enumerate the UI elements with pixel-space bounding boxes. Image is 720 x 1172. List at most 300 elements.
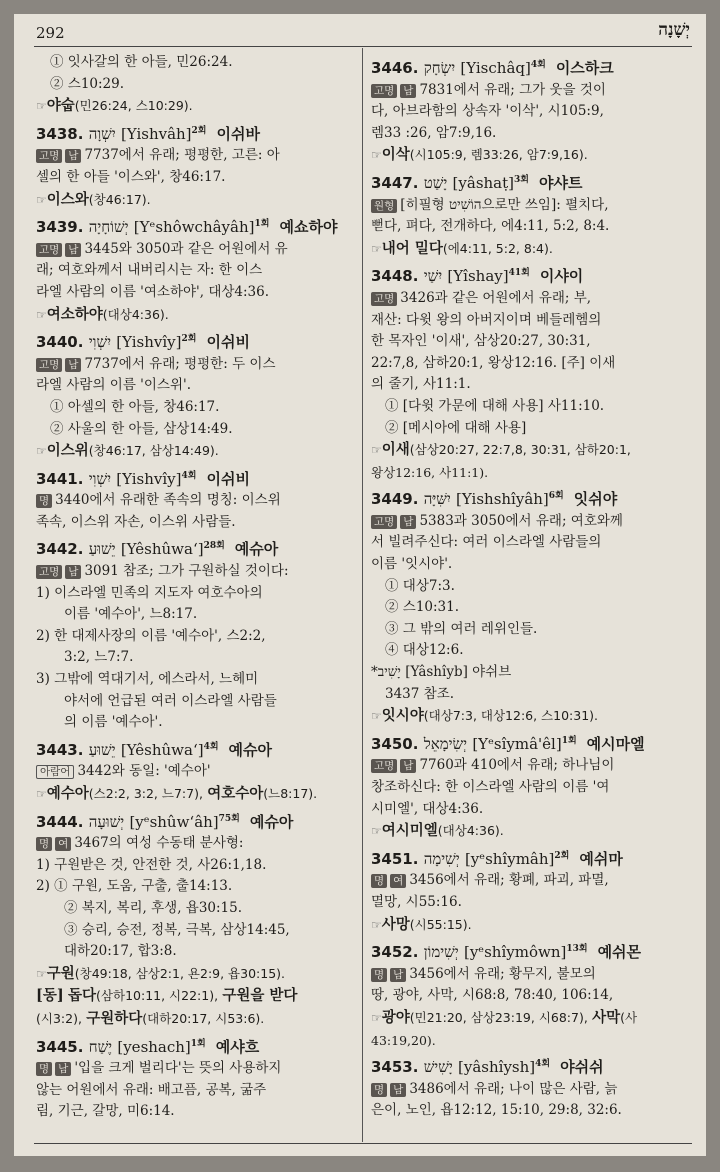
right-column bbox=[371, 52, 693, 1122]
cross-reference-line bbox=[371, 238, 693, 261]
part-of-speech-tag: 명 bbox=[36, 494, 52, 508]
entry-text: 은이, 노인, 욥12:12, 15:10, 29:8, 32:6. bbox=[371, 1102, 622, 1119]
entry-text-line bbox=[36, 626, 354, 648]
reference-word: 여호수아 bbox=[207, 785, 264, 802]
entry-number: 3452. bbox=[371, 943, 419, 962]
entry-text: 의 이름 '예수아'. bbox=[64, 714, 163, 731]
entry-headword-line bbox=[36, 536, 354, 561]
part-of-speech-tag: 남 bbox=[65, 149, 81, 163]
part-of-speech-tag: 아람어 bbox=[36, 765, 74, 779]
hebrew-word: יֵשׁוּעַ bbox=[88, 540, 116, 559]
entry-text-line bbox=[36, 354, 354, 376]
korean-pronunciation: 예샤흐 bbox=[215, 1037, 260, 1056]
korean-pronunciation: 이스하크 bbox=[555, 59, 614, 77]
reference-verses: (민26:24, 스10:29). bbox=[74, 98, 193, 114]
reference-word: 여소하야 bbox=[46, 305, 103, 323]
entry-text: 이름 '잇시야'. bbox=[371, 556, 453, 573]
entry-text-line bbox=[36, 52, 354, 74]
entry-text: 43:19,20). bbox=[371, 1032, 436, 1048]
entry-text-line bbox=[36, 397, 354, 419]
entry-text-line bbox=[36, 282, 354, 304]
entry-text: ② 스10:31. bbox=[385, 599, 460, 616]
entry-text: *יָשִׁיב [Yâshîyb] 야쉬브 bbox=[371, 664, 512, 681]
transliteration: [Yᵉshôwchâyâh] bbox=[133, 218, 255, 237]
entry-text-line bbox=[36, 855, 354, 877]
part-of-speech-tag: 명 bbox=[371, 1083, 387, 1097]
entry-text: 3426과 같은 어원에서 유래; 부, bbox=[400, 289, 592, 306]
reference-verses: (대상4:36). bbox=[437, 823, 504, 839]
entry-number: 3450. bbox=[371, 734, 419, 753]
reference-word: 예수아 bbox=[46, 785, 89, 802]
reference-verses: (대상7:3, 대상12:6, 스10:31). bbox=[423, 708, 599, 724]
entry-text: 7737에서 유래; 평평한, 고른: 아 bbox=[84, 147, 280, 164]
entry-text-line bbox=[371, 331, 693, 353]
reference-word: 구원을 받다 bbox=[222, 987, 298, 1005]
cross-reference-arrow-icon: ☞ bbox=[371, 709, 382, 724]
transliteration: [Yishshîyâh] bbox=[456, 490, 549, 509]
part-of-speech-tag: 고명 bbox=[36, 149, 62, 163]
cross-reference-line bbox=[36, 95, 354, 118]
entry-text-line bbox=[36, 167, 354, 189]
entry-text-line bbox=[371, 353, 693, 375]
transliteration: [Yishvâh] bbox=[120, 124, 192, 143]
entry-text: ② [메시아에 대해 사용] bbox=[385, 419, 527, 436]
entry-number: 3446. bbox=[371, 59, 419, 77]
occurrence-count: 2회 bbox=[554, 850, 570, 861]
reference-verses: (삼하10:11, 시22:1), bbox=[96, 988, 219, 1004]
entry-text: 셀의 한 아들 '이스와', 창46:17. bbox=[36, 168, 226, 185]
entry-headword-line bbox=[371, 1054, 693, 1079]
part-of-speech-tag: 남 bbox=[55, 1062, 71, 1076]
bottom-rule bbox=[34, 1143, 692, 1144]
entry-text: 3445와 3050과 같은 어원에서 유 bbox=[84, 240, 288, 257]
cross-reference-line bbox=[371, 820, 693, 843]
occurrence-count: 75회 bbox=[218, 813, 240, 824]
entry-text-line bbox=[36, 941, 354, 963]
entry-text-line bbox=[371, 619, 693, 641]
occurrence-count: 1회 bbox=[190, 1038, 206, 1049]
entry-text-line bbox=[371, 396, 693, 418]
cross-reference-arrow-icon: ☞ bbox=[36, 99, 47, 114]
entry-number: 3440. bbox=[36, 333, 84, 352]
running-head: יְשָׁנָה bbox=[658, 20, 690, 40]
entry-text: 왕상12:16, 사11:1). bbox=[371, 464, 489, 480]
entry-text: 의 줄기, 사11:1. bbox=[371, 376, 471, 393]
entry-text: ① 아셀의 한 아들, 창46:17. bbox=[50, 398, 220, 415]
entry-text: 멸망, 시55:16. bbox=[371, 893, 462, 910]
entry-text-line bbox=[371, 511, 693, 533]
entry-headword-line bbox=[371, 846, 693, 871]
occurrence-count: 4회 bbox=[181, 470, 197, 481]
entry-text-line bbox=[371, 985, 693, 1007]
entry-number: 3444. bbox=[36, 812, 84, 831]
part-of-speech-tag: 명 bbox=[371, 874, 387, 888]
part-of-speech-tag: 남 bbox=[400, 84, 416, 98]
entry-text-line bbox=[371, 684, 693, 706]
entry-text: 3456에서 유래; 황무지, 불모의 bbox=[409, 965, 596, 982]
hebrew-word: יִשְׂחָק bbox=[423, 59, 456, 77]
entry-headword-line bbox=[36, 466, 354, 491]
occurrence-count: 4회 bbox=[530, 60, 546, 70]
entry-text-line bbox=[36, 1101, 354, 1123]
entry-text: 2) ① 구원, 도움, 구출, 출14:13. bbox=[36, 878, 233, 895]
entry-headword-line bbox=[371, 939, 693, 964]
entry-text: 서 빌려주신다: 여러 이스라엘 사람들의 bbox=[371, 534, 602, 551]
entry-text-line bbox=[371, 576, 693, 598]
occurrence-count: 13회 bbox=[566, 944, 588, 955]
entry-number: 3438. bbox=[36, 124, 84, 143]
reference-word: 내어 밀다 bbox=[381, 239, 443, 257]
entry-text-line bbox=[36, 145, 354, 167]
reference-verses: (느8:17). bbox=[263, 786, 318, 801]
occurrence-count: 2회 bbox=[191, 125, 207, 136]
part-of-speech-tag: 남 bbox=[400, 759, 416, 773]
entry-text: ② 스10:29. bbox=[50, 75, 125, 92]
korean-pronunciation: 야쉬쉬 bbox=[560, 1058, 604, 1077]
reference-word: 이삭 bbox=[381, 146, 410, 164]
entry-text-line bbox=[36, 669, 354, 691]
part-of-speech-tag: 원형 bbox=[371, 199, 397, 213]
reference-verses: (대하20:17, 시53:6). bbox=[142, 1010, 265, 1026]
entry-text: 7760과 410에서 유래; 하나님이 bbox=[419, 757, 615, 774]
entry-text: 3091 참조; 그가 구원하실 것이다: bbox=[84, 563, 289, 580]
entry-text: 땅, 광야, 사막, 시68:8, 78:40, 106:14, bbox=[371, 987, 614, 1004]
entry-headword-line bbox=[36, 737, 354, 762]
transliteration: [Yîshay] bbox=[447, 267, 509, 286]
entry-text-line bbox=[371, 462, 693, 484]
reference-verses: (민21:20, 삼상23:19, 시68:7), bbox=[409, 1009, 588, 1025]
korean-pronunciation: 잇쉬야 bbox=[573, 490, 618, 509]
entry-text-line bbox=[371, 123, 693, 145]
reference-word: 야숩 bbox=[46, 97, 75, 115]
entry-text-line bbox=[371, 532, 693, 554]
part-of-speech-tag: 고명 bbox=[36, 358, 62, 372]
entry-text-line bbox=[36, 561, 354, 583]
entry-text-line bbox=[371, 288, 693, 310]
dictionary-page bbox=[14, 14, 706, 1156]
entry-text-line bbox=[371, 195, 693, 217]
entry-text: 3:2, 느7:7. bbox=[64, 649, 134, 666]
part-of-speech-tag: 남 bbox=[390, 968, 406, 982]
entry-headword-line bbox=[371, 263, 693, 288]
entry-text: 시미엘', 대상4:36. bbox=[371, 800, 484, 817]
entry-text: 림, 기근, 갈망, 미6:14. bbox=[36, 1103, 175, 1120]
hebrew-word: יְשִׁימוֹן bbox=[423, 943, 459, 962]
part-of-speech-tag: 여 bbox=[390, 874, 406, 888]
korean-pronunciation: 예슈아 bbox=[249, 812, 294, 831]
reference-verses: (시3:2), bbox=[36, 1010, 82, 1026]
entry-text: ② 복지, 복리, 후생, 욥30:15. bbox=[64, 899, 243, 916]
cross-reference-arrow-icon: ☞ bbox=[36, 966, 47, 981]
transliteration: [yâshaṭ] bbox=[452, 173, 514, 192]
entry-text: 야서에 언급된 여러 이스라엘 사람들 bbox=[64, 692, 277, 709]
reference-verses: (시55:15). bbox=[409, 916, 472, 932]
hebrew-word: יֶשַׁח bbox=[88, 1037, 113, 1056]
hebrew-word: יְשִׂימָאֵל bbox=[423, 734, 468, 753]
occurrence-count: 4회 bbox=[535, 1059, 551, 1070]
cross-reference-line bbox=[36, 440, 354, 463]
entry-number: 3453. bbox=[371, 1058, 419, 1077]
entry-text-line bbox=[36, 490, 354, 512]
cross-reference-line bbox=[371, 1007, 693, 1030]
entry-text-line bbox=[36, 647, 354, 669]
entry-text: 뻗다, 펴다, 전개하다, 에4:11, 5:2, 8:4. bbox=[371, 218, 610, 235]
occurrence-count: 1회 bbox=[254, 219, 270, 230]
entry-text: '입을 크게 벌리다'는 뜻의 사용하지 bbox=[74, 1060, 282, 1077]
korean-pronunciation: 이쉬바 bbox=[216, 124, 260, 143]
entry-headword-line bbox=[371, 731, 693, 756]
entry-text: 족속, 이스위 자손, 이스위 사람들. bbox=[36, 513, 236, 530]
entry-number: 3439. bbox=[36, 218, 84, 237]
reference-word: 이새 bbox=[381, 441, 410, 459]
korean-pronunciation: 이쉬비 bbox=[206, 333, 250, 352]
entry-text-line bbox=[371, 1030, 693, 1052]
entry-text: ② 사울의 한 아들, 삼상14:49. bbox=[50, 420, 233, 437]
cross-reference-arrow-icon: ☞ bbox=[36, 444, 47, 459]
entry-text: 3486에서 유래; 나이 많은 사람, 늙 bbox=[409, 1080, 618, 1097]
entry-text-line bbox=[371, 777, 693, 799]
hebrew-word: יְשִׁימָה bbox=[423, 849, 460, 868]
korean-pronunciation: 예슈아 bbox=[228, 740, 273, 759]
entry-text-line bbox=[371, 374, 693, 396]
cross-reference-line bbox=[371, 914, 693, 937]
cross-reference-line bbox=[36, 189, 354, 212]
part-of-speech-tag: 고명 bbox=[36, 565, 62, 579]
part-of-speech-tag: 고명 bbox=[371, 292, 397, 306]
part-of-speech-tag: 남 bbox=[65, 358, 81, 372]
hebrew-word: יֵשׁוּעַ bbox=[88, 740, 116, 759]
entry-text: 3440에서 유래한 족속의 명칭: 이스위 bbox=[55, 492, 281, 509]
transliteration: [Yᵉsîymâ'êl] bbox=[472, 734, 562, 753]
reference-verses: (시105:9, 렘33:26, 암7:9,16). bbox=[409, 147, 588, 163]
korean-pronunciation: 예쉬몬 bbox=[597, 943, 642, 962]
part-of-speech-tag: 명 bbox=[36, 837, 52, 851]
reference-verses: (스2:2, 3:2, 느7:7), bbox=[88, 786, 203, 801]
occurrence-count: 1회 bbox=[561, 735, 577, 746]
entry-text: 3437 참조. bbox=[385, 685, 455, 702]
hebrew-word: יִשְׁוִי bbox=[88, 469, 112, 488]
entry-text-line bbox=[36, 239, 354, 261]
entry-text-line bbox=[36, 260, 354, 282]
entry-text: ③ 승리, 승전, 정복, 극복, 삼상14:45, bbox=[64, 921, 290, 938]
transliteration: [Yishvîy] bbox=[116, 333, 182, 352]
entry-text: 22:7,8, 삼하20:1, 왕상12:16. [주] 이새 bbox=[371, 354, 616, 371]
reference-verses: (대상4:36). bbox=[102, 306, 169, 322]
entry-text-line bbox=[36, 833, 354, 855]
reference-word: 여시미엘 bbox=[381, 822, 438, 840]
part-of-speech-tag: 여 bbox=[55, 837, 71, 851]
entry-text: 라엘 사람의 이름 '여소하야', 대상4:36. bbox=[36, 283, 270, 300]
reference-word: 이스위 bbox=[46, 442, 89, 460]
entry-text-line bbox=[36, 1058, 354, 1080]
cross-reference-arrow-icon: ☞ bbox=[371, 824, 382, 839]
entry-headword-line bbox=[36, 809, 354, 834]
transliteration: [Yischâq] bbox=[460, 59, 531, 77]
entry-text-line bbox=[36, 604, 354, 626]
cross-reference-line bbox=[371, 705, 693, 728]
reference-word: 구원하다 bbox=[86, 1009, 143, 1027]
entry-text-line bbox=[371, 640, 693, 662]
entry-text: 이름 '예수아', 느8:17. bbox=[64, 606, 198, 623]
entry-text-line bbox=[371, 892, 693, 914]
entry-text: 1) 구원받은 것, 안전한 것, 사26:1,18. bbox=[36, 856, 267, 873]
entry-text-line bbox=[36, 512, 354, 534]
transliteration: [Yêshûwaʻ] bbox=[120, 540, 204, 559]
cross-reference-line bbox=[371, 144, 693, 167]
hebrew-word: יָשִׁישׁ bbox=[423, 1058, 453, 1077]
cross-reference-arrow-icon: ☞ bbox=[371, 443, 382, 458]
reference-verses: (창49:18, 삼상2:1, 욘2:9, 욥30:15). bbox=[74, 965, 286, 981]
entry-text: 3456에서 유래; 황폐, 파괴, 파멸, bbox=[409, 872, 609, 889]
entry-text-line bbox=[36, 583, 354, 605]
entry-number: 3441. bbox=[36, 469, 84, 488]
entry-text: [히필형 הוֹשִׁיט으로만 쓰임]: 펼치다, bbox=[400, 196, 609, 213]
entry-text-line bbox=[36, 876, 354, 898]
entry-text: ③ 그 밖의 여러 레위인들. bbox=[385, 620, 538, 637]
entry-text-line bbox=[371, 662, 693, 684]
entry-text-line bbox=[36, 1080, 354, 1102]
hebrew-word: יָשַׁט bbox=[423, 173, 448, 192]
entry-text-line bbox=[371, 1100, 693, 1122]
reference-verses: (창46:17, 삼상14:49). bbox=[88, 443, 219, 459]
entry-headword-line bbox=[371, 170, 693, 195]
entry-text: 재산: 다윗 왕의 아버지이며 베들레헴의 bbox=[371, 311, 602, 328]
cross-reference-line bbox=[36, 963, 354, 986]
korean-pronunciation: 이샤이 bbox=[539, 267, 584, 286]
entry-text: ④ 대상12:6. bbox=[385, 642, 464, 659]
hebrew-word: יִשְׁוָה bbox=[88, 124, 116, 143]
reference-verses: (삼상20:27, 22:7,8, 30:31, 삼하20:1, bbox=[409, 442, 631, 458]
entry-headword-line bbox=[36, 1034, 354, 1059]
entry-headword-line bbox=[36, 329, 354, 354]
top-rule bbox=[34, 46, 692, 47]
occurrence-count: 3회 bbox=[514, 174, 529, 185]
reference-word: 구원 bbox=[46, 964, 75, 982]
entry-text: 3) 그밖에 역대기서, 에스라서, 느헤미 bbox=[36, 671, 259, 688]
part-of-speech-tag: 남 bbox=[65, 565, 81, 579]
entry-text: 5383과 3050에서 유래; 여호와께 bbox=[419, 512, 623, 529]
reference-verses: (사 bbox=[620, 1009, 638, 1025]
entry-text: 7831에서 유래; 그가 웃을 것이 bbox=[419, 81, 606, 98]
entry-text-line bbox=[371, 310, 693, 332]
entry-text: 창조하신다: 한 이스라엘 사람의 이름 '여 bbox=[371, 779, 610, 795]
part-of-speech-tag: 고명 bbox=[371, 759, 397, 773]
entry-text-line bbox=[371, 597, 693, 619]
entry-text: 대하20:17, 합3:8. bbox=[64, 943, 177, 960]
entry-text: ① 대상7:3. bbox=[385, 577, 455, 594]
part-of-speech-tag: 명 bbox=[36, 1062, 52, 1076]
entry-text-line bbox=[371, 799, 693, 821]
transliteration: [Yishvîy] bbox=[116, 469, 182, 488]
entry-text: 2) 한 대제사장의 이름 '예수아', 스2:2, bbox=[36, 627, 266, 644]
entry-text-line bbox=[371, 554, 693, 576]
entry-text-line bbox=[371, 964, 693, 986]
occurrence-count: 6회 bbox=[548, 491, 564, 502]
occurrence-count: 4회 bbox=[203, 741, 219, 752]
page-number: 292 bbox=[36, 24, 65, 42]
hebrew-word: יִשַׁי bbox=[423, 267, 443, 286]
reference-word: 이스와 bbox=[46, 190, 89, 208]
entry-text: 한 목자인 '이새', 삼상20:27, 30:31, bbox=[371, 333, 591, 350]
entry-text: 다, 아브라함의 상속자 '이삭', 시105:9, bbox=[371, 103, 604, 120]
part-of-speech-tag: 고명 bbox=[36, 243, 62, 257]
entry-text-line bbox=[36, 920, 354, 942]
cross-reference-line bbox=[36, 1008, 354, 1031]
entry-number: 3448. bbox=[371, 267, 419, 286]
korean-pronunciation: 예쇼하야 bbox=[279, 218, 338, 237]
occurrence-count: 2회 bbox=[181, 334, 197, 345]
entry-text-line bbox=[36, 761, 354, 783]
entry-text-line bbox=[36, 898, 354, 920]
entry-text: 3442와 동일: '예수아' bbox=[77, 763, 211, 780]
entry-number: 3447. bbox=[371, 173, 419, 192]
korean-pronunciation: 예시마엘 bbox=[586, 734, 645, 753]
entry-text: 래; 여호와께서 내버리시는 자: 한 이스 bbox=[36, 262, 263, 279]
entry-text-line bbox=[36, 419, 354, 441]
entry-number: 3451. bbox=[371, 849, 419, 868]
transliteration: [yeshach] bbox=[117, 1037, 191, 1056]
reference-word: 잇시야 bbox=[381, 707, 424, 725]
entry-text-line bbox=[371, 80, 693, 102]
entry-headword-line bbox=[36, 121, 354, 146]
entry-text-line bbox=[36, 375, 354, 397]
entry-text-line bbox=[36, 74, 354, 96]
entry-text-line bbox=[371, 870, 693, 892]
cross-reference-arrow-icon: ☞ bbox=[36, 307, 47, 322]
entry-text: 7737에서 유래; 평평한: 두 이스 bbox=[84, 355, 276, 372]
cross-reference-arrow-icon: ☞ bbox=[36, 192, 47, 207]
reference-word: 사망 bbox=[381, 915, 410, 933]
reference-verses: (에4:11, 5:2, 8:4). bbox=[442, 240, 553, 256]
part-of-speech-tag: 고명 bbox=[371, 84, 397, 98]
hebrew-word: יִשְׁוִי bbox=[88, 333, 112, 352]
part-of-speech-tag: 남 bbox=[390, 1083, 406, 1097]
hebrew-word: יְשׁוּעָה bbox=[88, 812, 125, 831]
entry-number: 3443. bbox=[36, 740, 84, 759]
entry-text: 라엘 사람의 이름 '이스위'. bbox=[36, 377, 191, 394]
entry-text: 않는 어원에서 유래: 배고픔, 공복, 굶주 bbox=[36, 1081, 267, 1098]
cross-reference-line bbox=[36, 985, 354, 1008]
cross-reference-arrow-icon: ☞ bbox=[371, 241, 382, 256]
entry-headword-line bbox=[36, 214, 354, 239]
entry-text: ① [다윗 가문에 대해 사용] 사11:10. bbox=[385, 397, 605, 414]
entry-number: 3445. bbox=[36, 1037, 84, 1056]
korean-pronunciation: 이쉬비 bbox=[206, 469, 250, 488]
entry-text-line bbox=[371, 101, 693, 123]
entry-text: ① 잇사갈의 한 아들, 민26:24. bbox=[50, 54, 233, 70]
entry-text-line bbox=[371, 755, 693, 777]
reference-category: [동] bbox=[36, 987, 64, 1005]
korean-pronunciation: 예슈아 bbox=[234, 540, 279, 559]
occurrence-count: 41회 bbox=[508, 268, 530, 279]
cross-reference-arrow-icon: ☞ bbox=[36, 787, 47, 801]
korean-pronunciation: 예쉬마 bbox=[579, 849, 623, 868]
entry-text-line bbox=[371, 216, 693, 238]
entry-number: 3442. bbox=[36, 540, 84, 559]
transliteration: [Yêshûwaʻ] bbox=[120, 740, 204, 759]
entry-headword-line bbox=[371, 486, 693, 511]
hebrew-word: יְשׁוֹחָיָה bbox=[88, 218, 129, 237]
entry-headword-line bbox=[371, 55, 693, 80]
entry-text-line bbox=[36, 712, 354, 734]
transliteration: [yᵉshûwʻâh] bbox=[129, 812, 219, 831]
transliteration: [yâshîysh] bbox=[458, 1058, 536, 1077]
entry-text: 렘33 :26, 암7:9,16. bbox=[371, 124, 497, 141]
entry-text-line bbox=[371, 418, 693, 440]
cross-reference-line bbox=[36, 783, 354, 806]
transliteration: [yᵉshîymâh] bbox=[464, 849, 555, 868]
hebrew-word: יִשִּׁיָּה bbox=[423, 490, 451, 509]
